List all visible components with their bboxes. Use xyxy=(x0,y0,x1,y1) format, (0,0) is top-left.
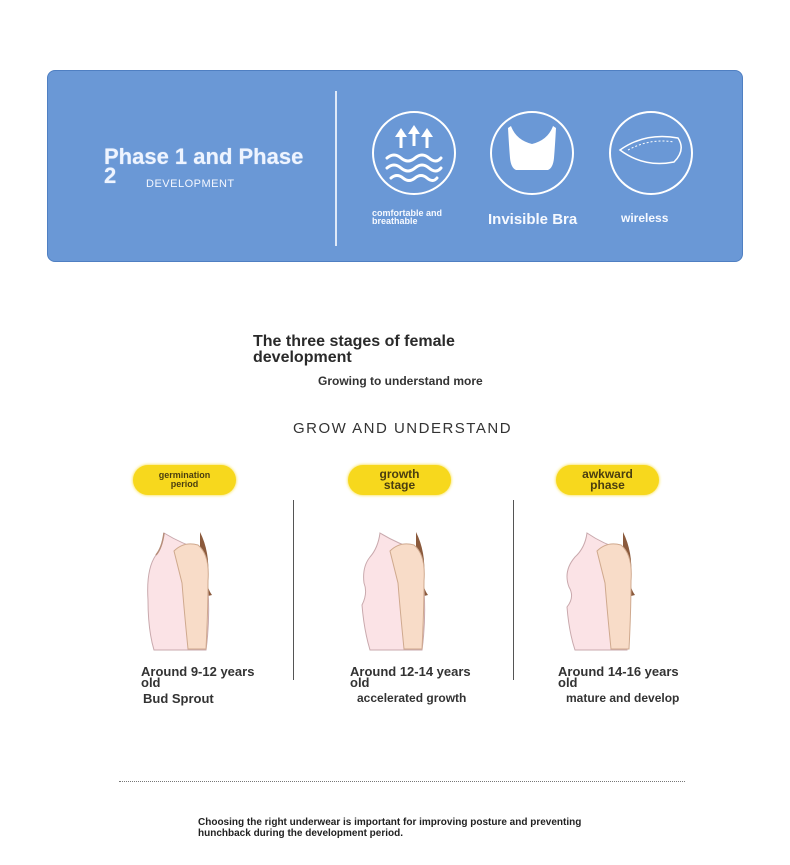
stage-figure xyxy=(356,527,446,652)
banner-title: Phase 1 and Phase 2 xyxy=(104,144,304,188)
bra-icon xyxy=(489,110,575,196)
feature-label-breathable: comfortable and breathable xyxy=(372,208,443,226)
feature-banner xyxy=(47,70,743,262)
breathable-waves-icon xyxy=(371,110,457,196)
stage-figure xyxy=(140,527,230,652)
stages-subheading: Growing to understand more xyxy=(318,374,483,388)
stage-figure xyxy=(563,527,653,652)
stage-description: mature and develop xyxy=(566,691,680,705)
stage-badge-label: germination period xyxy=(158,470,211,489)
stage-badge xyxy=(556,465,659,495)
stage-badge-label: growth stage xyxy=(379,467,420,492)
stage-divider xyxy=(293,500,294,680)
stages-heading: The three stages of female development xyxy=(253,333,455,366)
stage-badge xyxy=(348,465,451,495)
stage-age: Around 14-16 years old xyxy=(558,664,679,690)
wireless-cup-icon xyxy=(608,110,694,196)
feature-label-wireless: wireless xyxy=(621,211,669,225)
banner-subtitle: DEVELOPMENT xyxy=(146,178,235,190)
stage-divider xyxy=(513,500,514,680)
footer-divider xyxy=(119,781,685,782)
banner-divider xyxy=(335,91,337,246)
stage-description: accelerated growth xyxy=(357,691,467,705)
stage-age: Around 12-14 years old xyxy=(350,664,471,690)
stage-age: Around 9-12 years old xyxy=(141,664,255,690)
grow-tagline: GROW AND UNDERSTAND xyxy=(292,420,513,437)
stage-description: Bud Sprout xyxy=(143,691,214,706)
feature-label-invisible-bra: Invisible Bra xyxy=(488,211,578,228)
footer-note: Choosing the right underwear is important for improving posture and preventing hunchback during the development period. xyxy=(198,817,582,839)
stage-badge xyxy=(133,465,236,495)
stage-badge-label: awkward phase xyxy=(582,467,633,492)
